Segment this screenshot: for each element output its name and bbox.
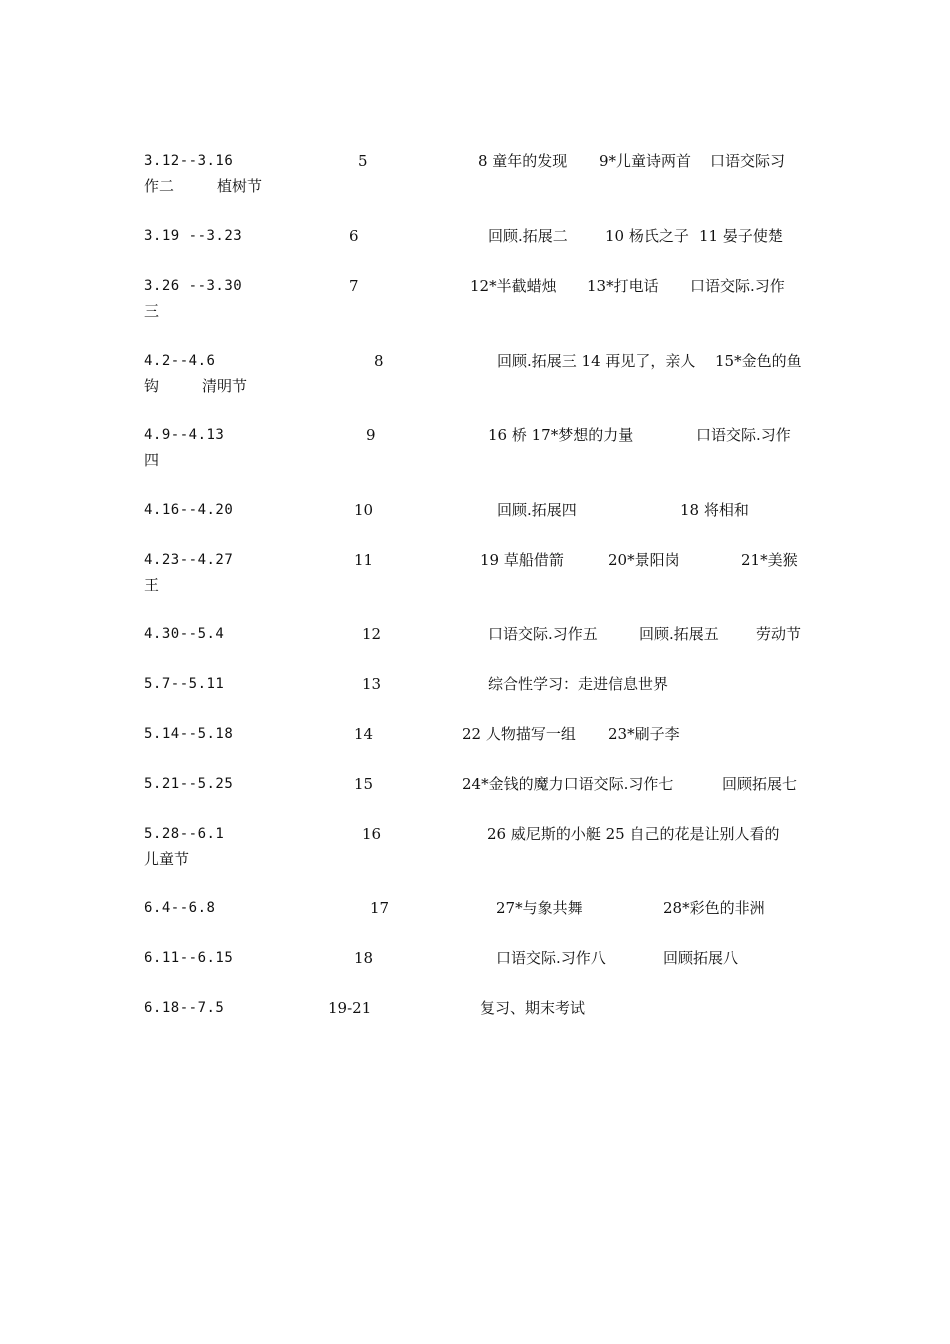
row-item: 8 童年的发现 [478, 152, 568, 170]
row-item: 口语交际.习作五 [488, 625, 598, 643]
row-item: 16 桥 17*梦想的力量 [488, 426, 634, 444]
row-date: 5.28--6.1 [144, 826, 225, 842]
row-item: 21*美猴 [741, 551, 798, 569]
row-week: 11 [354, 551, 374, 569]
schedule-row [144, 498, 808, 523]
row-week: 19-21 [328, 999, 372, 1017]
row-item: 20*景阳岗 [608, 551, 680, 569]
row-item: 11 晏子使楚 [699, 227, 783, 245]
row-week: 8 [374, 352, 384, 370]
row-continuation: 作二 [144, 177, 175, 195]
row-date: 6.11--6.15 [144, 950, 234, 966]
row-week: 14 [354, 725, 374, 743]
row-item: 27*与象共舞 [496, 899, 583, 917]
row-date: 5.14--5.18 [144, 726, 234, 742]
row-item: 13*打电话 [587, 277, 659, 295]
row-date: 6.18--7.5 [144, 1000, 225, 1016]
row-item: 回顾拓展七 [722, 775, 798, 793]
row-date: 4.30--5.4 [144, 626, 225, 642]
schedule-row [144, 548, 808, 598]
row-week: 13 [362, 675, 382, 693]
row-item: 23*刷子李 [608, 725, 680, 743]
row-item: 口语交际.习作八 [496, 949, 606, 967]
row-date: 4.9--4.13 [144, 427, 225, 443]
row-item: 劳动节 [756, 625, 802, 643]
schedule-row [144, 672, 808, 697]
schedule-row [144, 224, 808, 249]
row-continuation: 四 [144, 451, 160, 469]
row-item: 口语交际.习作 [696, 426, 791, 444]
row-week: 7 [349, 277, 359, 295]
row-item: 24*金钱的魔力口语交际.习作七 [462, 775, 674, 793]
row-week: 16 [362, 825, 382, 843]
row-date: 4.16--4.20 [144, 502, 234, 518]
row-item: 9*儿童诗两首 [599, 152, 692, 170]
row-continuation: 清明节 [202, 377, 248, 395]
schedule-row [144, 622, 808, 647]
row-date: 3.26 --3.30 [144, 278, 243, 294]
schedule-row [144, 996, 808, 1021]
row-item: 口语交际.习作 [690, 277, 785, 295]
schedule-row [144, 274, 808, 324]
row-item: 22 人物描写一组 [462, 725, 576, 743]
row-continuation: 王 [144, 576, 160, 594]
row-continuation: 儿童节 [144, 850, 190, 868]
schedule-row [144, 149, 808, 199]
row-week: 9 [366, 426, 376, 444]
row-item: 综合性学习：走进信息世界 [488, 675, 669, 693]
row-item: 12*半截蜡烛 [470, 277, 557, 295]
row-item: 10 杨氏之子 [605, 227, 689, 245]
row-date: 4.23--4.27 [144, 552, 234, 568]
schedule-row [144, 423, 808, 473]
row-item: 28*彩色的非洲 [663, 899, 765, 917]
row-item: 回顾.拓展二 [488, 227, 568, 245]
row-week: 18 [354, 949, 374, 967]
row-week: 6 [349, 227, 359, 245]
row-continuation: 植树节 [217, 177, 263, 195]
row-date: 5.21--5.25 [144, 776, 234, 792]
row-continuation: 三 [144, 302, 160, 320]
row-item: 复习、期末考试 [480, 999, 586, 1017]
row-date: 6.4--6.8 [144, 900, 216, 916]
row-item: 15*金色的鱼 [715, 352, 802, 370]
row-date: 4.2--4.6 [144, 353, 216, 369]
row-date: 3.12--3.16 [144, 153, 234, 169]
schedule-row [144, 772, 808, 797]
row-week: 10 [354, 501, 374, 519]
row-week: 12 [362, 625, 382, 643]
row-item: 18 将相和 [680, 501, 749, 519]
schedule-row [144, 946, 808, 971]
row-item: 19 草船借箭 [480, 551, 564, 569]
row-week: 15 [354, 775, 374, 793]
row-item: 回顾.拓展三 14 再见了，亲人 [497, 352, 696, 370]
row-week: 17 [370, 899, 390, 917]
row-date: 5.7--5.11 [144, 676, 225, 692]
row-item: 回顾.拓展五 [639, 625, 719, 643]
schedule-row [144, 349, 808, 399]
schedule-row [144, 896, 808, 921]
row-item: 26 威尼斯的小艇 25 自己的花是让别人看的 [487, 825, 780, 843]
row-item: 口语交际习 [710, 152, 786, 170]
row-continuation: 钩 [144, 377, 160, 395]
row-date: 3.19 --3.23 [144, 228, 243, 244]
schedule-row [144, 722, 808, 747]
row-item: 回顾.拓展四 [497, 501, 577, 519]
row-week: 5 [358, 152, 368, 170]
schedule-row [144, 822, 808, 872]
row-item: 回顾拓展八 [663, 949, 739, 967]
